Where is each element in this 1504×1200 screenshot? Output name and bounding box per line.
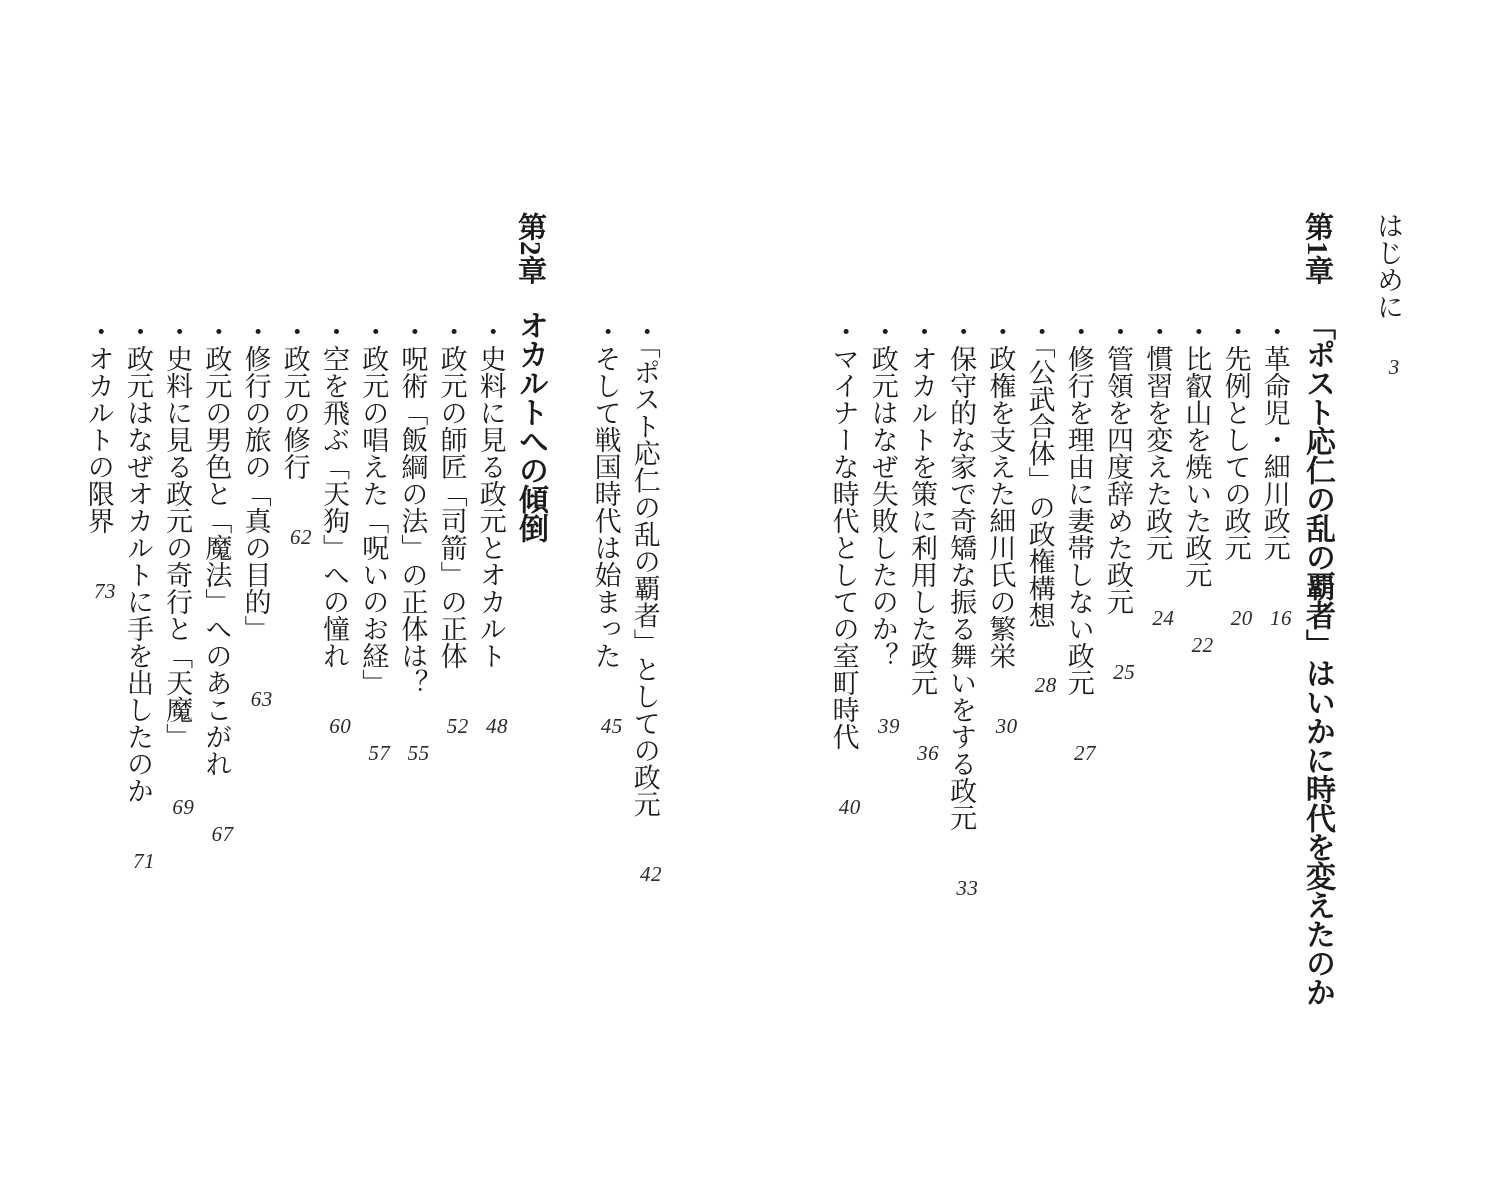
toc-entry-label: ・先例としての政元 xyxy=(1220,318,1251,561)
chapter2-title: オカルトへの傾倒 xyxy=(514,309,547,542)
toc-entry xyxy=(1065,318,1096,899)
toc-entry-page-number: 22 xyxy=(1191,632,1214,657)
toc-entry-page-number: 24 xyxy=(1152,605,1175,630)
toc-entry-label: ・政元の師匠「司箭」の正体 xyxy=(436,318,467,669)
toc-entry xyxy=(202,318,233,872)
toc-entry-page-number: 20 xyxy=(1230,605,1253,630)
toc-entry xyxy=(438,318,469,872)
toc-entry-label: ・オカルトを策に利用した政元 xyxy=(906,318,937,696)
toc-entry-page-number: 67 xyxy=(211,821,234,846)
toc-entry-page-number: 30 xyxy=(995,713,1018,738)
toc-entry-page-number: 69 xyxy=(172,794,195,819)
intro-page-number: 3 xyxy=(1388,354,1400,379)
toc-entry xyxy=(242,318,273,872)
toc-entry-label: ・呪術「飯綱の法」の正体は？ xyxy=(397,318,428,696)
toc-entry-page-number: 73 xyxy=(93,578,116,603)
toc-entry-label: ・政元の男色と「魔法」へのあこがれ xyxy=(201,318,232,777)
chapter1-entries-left-page xyxy=(584,318,662,885)
toc-entry xyxy=(1026,318,1057,899)
toc-entry-label: ・政元はなぜオカルトに手を出したのか xyxy=(122,318,153,804)
toc-entry xyxy=(1182,318,1213,899)
toc-entry xyxy=(359,318,390,872)
toc-entry-page-number: 42 xyxy=(640,862,662,887)
toc-entry-label: ・修行の旅の「真の目的」 xyxy=(240,318,271,642)
toc-entry-label: ・史料に見る政元とオカルト xyxy=(475,318,506,669)
toc-entry-page-number: 40 xyxy=(838,794,861,819)
intro-label: はじめに xyxy=(1373,212,1403,320)
toc-entry-page-number: 55 xyxy=(407,740,430,765)
toc-entry-page-number: 57 xyxy=(368,740,391,765)
toc-entry-label: ・政元はなぜ失敗したのか？ xyxy=(867,318,898,669)
chapter1-heading xyxy=(1301,212,1333,1006)
toc-entry xyxy=(477,318,508,872)
toc-entry-label: ・「公武合体」の政権構想 xyxy=(1024,318,1055,629)
toc-entry-page-number: 16 xyxy=(1270,605,1292,630)
toc-entry xyxy=(592,318,623,885)
toc-entry-label: ・そして戦国時代は始まった xyxy=(590,318,621,669)
toc-entry xyxy=(869,318,900,899)
toc-entry-label: ・マイナーな時代としての室町時代 xyxy=(828,318,859,750)
chapter1-title: 「ポスト応仁の乱の覇者」はいかに時代を変えたのか xyxy=(1301,309,1334,1006)
toc-entry-label: ・史料に見る政元の奇行と「天魔」 xyxy=(162,318,193,750)
chapter1-entries-right-page xyxy=(822,318,1292,899)
toc-entry-page-number: 71 xyxy=(133,848,156,873)
toc-entry xyxy=(124,318,155,872)
toc-entry xyxy=(908,318,939,899)
toc-entry-page-number: 62 xyxy=(289,524,312,549)
toc-entry xyxy=(163,318,194,872)
toc-entry-label: ・政元の唱えた「呪いのお経」 xyxy=(358,318,389,696)
toc-entry xyxy=(986,318,1017,899)
toc-entry xyxy=(947,318,978,899)
toc-entry-label: ・比叡山を焼いた政元 xyxy=(1181,318,1212,588)
chapter2-entries xyxy=(77,318,508,872)
toc-entry xyxy=(85,318,116,872)
toc-entry xyxy=(631,318,662,885)
toc-entry-label: ・管領を四度辞めた政元 xyxy=(1102,318,1133,615)
toc-entry-page-number: 28 xyxy=(1034,673,1057,698)
toc-entry-page-number: 25 xyxy=(1113,659,1136,684)
toc-entry xyxy=(1104,318,1135,899)
toc-entry-label: ・空を飛ぶ「天狗」への憧れ xyxy=(318,318,349,669)
toc-entry xyxy=(281,318,312,872)
toc-entry-page-number: 45 xyxy=(600,713,623,738)
toc-entry xyxy=(320,318,351,872)
chapter1-number: 第1章 xyxy=(1301,212,1333,285)
toc-entry-label: ・慣習を変えた政元 xyxy=(1142,318,1173,561)
toc-entry-label: ・革命児・細川政元 xyxy=(1259,318,1290,561)
toc-entry-page-number: 52 xyxy=(446,713,469,738)
toc-entry-page-number: 39 xyxy=(877,713,900,738)
toc-entry-page-number: 27 xyxy=(1073,740,1096,765)
toc-entry-page-number: 60 xyxy=(329,713,352,738)
toc-entry-label: ・保守的な家で奇矯な振る舞いをする政元 xyxy=(946,318,977,831)
toc-entry-page-number: 48 xyxy=(486,713,508,738)
toc-entry-label: ・オカルトの限界 xyxy=(83,318,114,534)
toc-entry-label: ・修行を理由に妻帯しない政元 xyxy=(1063,318,1094,696)
toc-entry xyxy=(830,318,861,899)
frontmatter-intro xyxy=(1374,212,1402,378)
toc-entry-label: ・政元の修行 xyxy=(279,318,310,480)
chapter2-number: 第2章 xyxy=(514,212,546,285)
toc-entry-page-number: 63 xyxy=(250,686,273,711)
toc-entry-label: ・「ポスト応仁の乱の覇者」としての政元 xyxy=(629,318,660,818)
toc-entry xyxy=(1143,318,1174,899)
toc-entry xyxy=(398,318,429,872)
toc-entry-page-number: 33 xyxy=(956,875,979,900)
toc-entry xyxy=(1261,318,1292,899)
chapter2-heading xyxy=(514,212,546,542)
toc-entry xyxy=(1222,318,1253,899)
toc-entry-page-number: 36 xyxy=(917,740,940,765)
toc-entry-label: ・政権を支えた細川氏の繁栄 xyxy=(985,318,1016,669)
